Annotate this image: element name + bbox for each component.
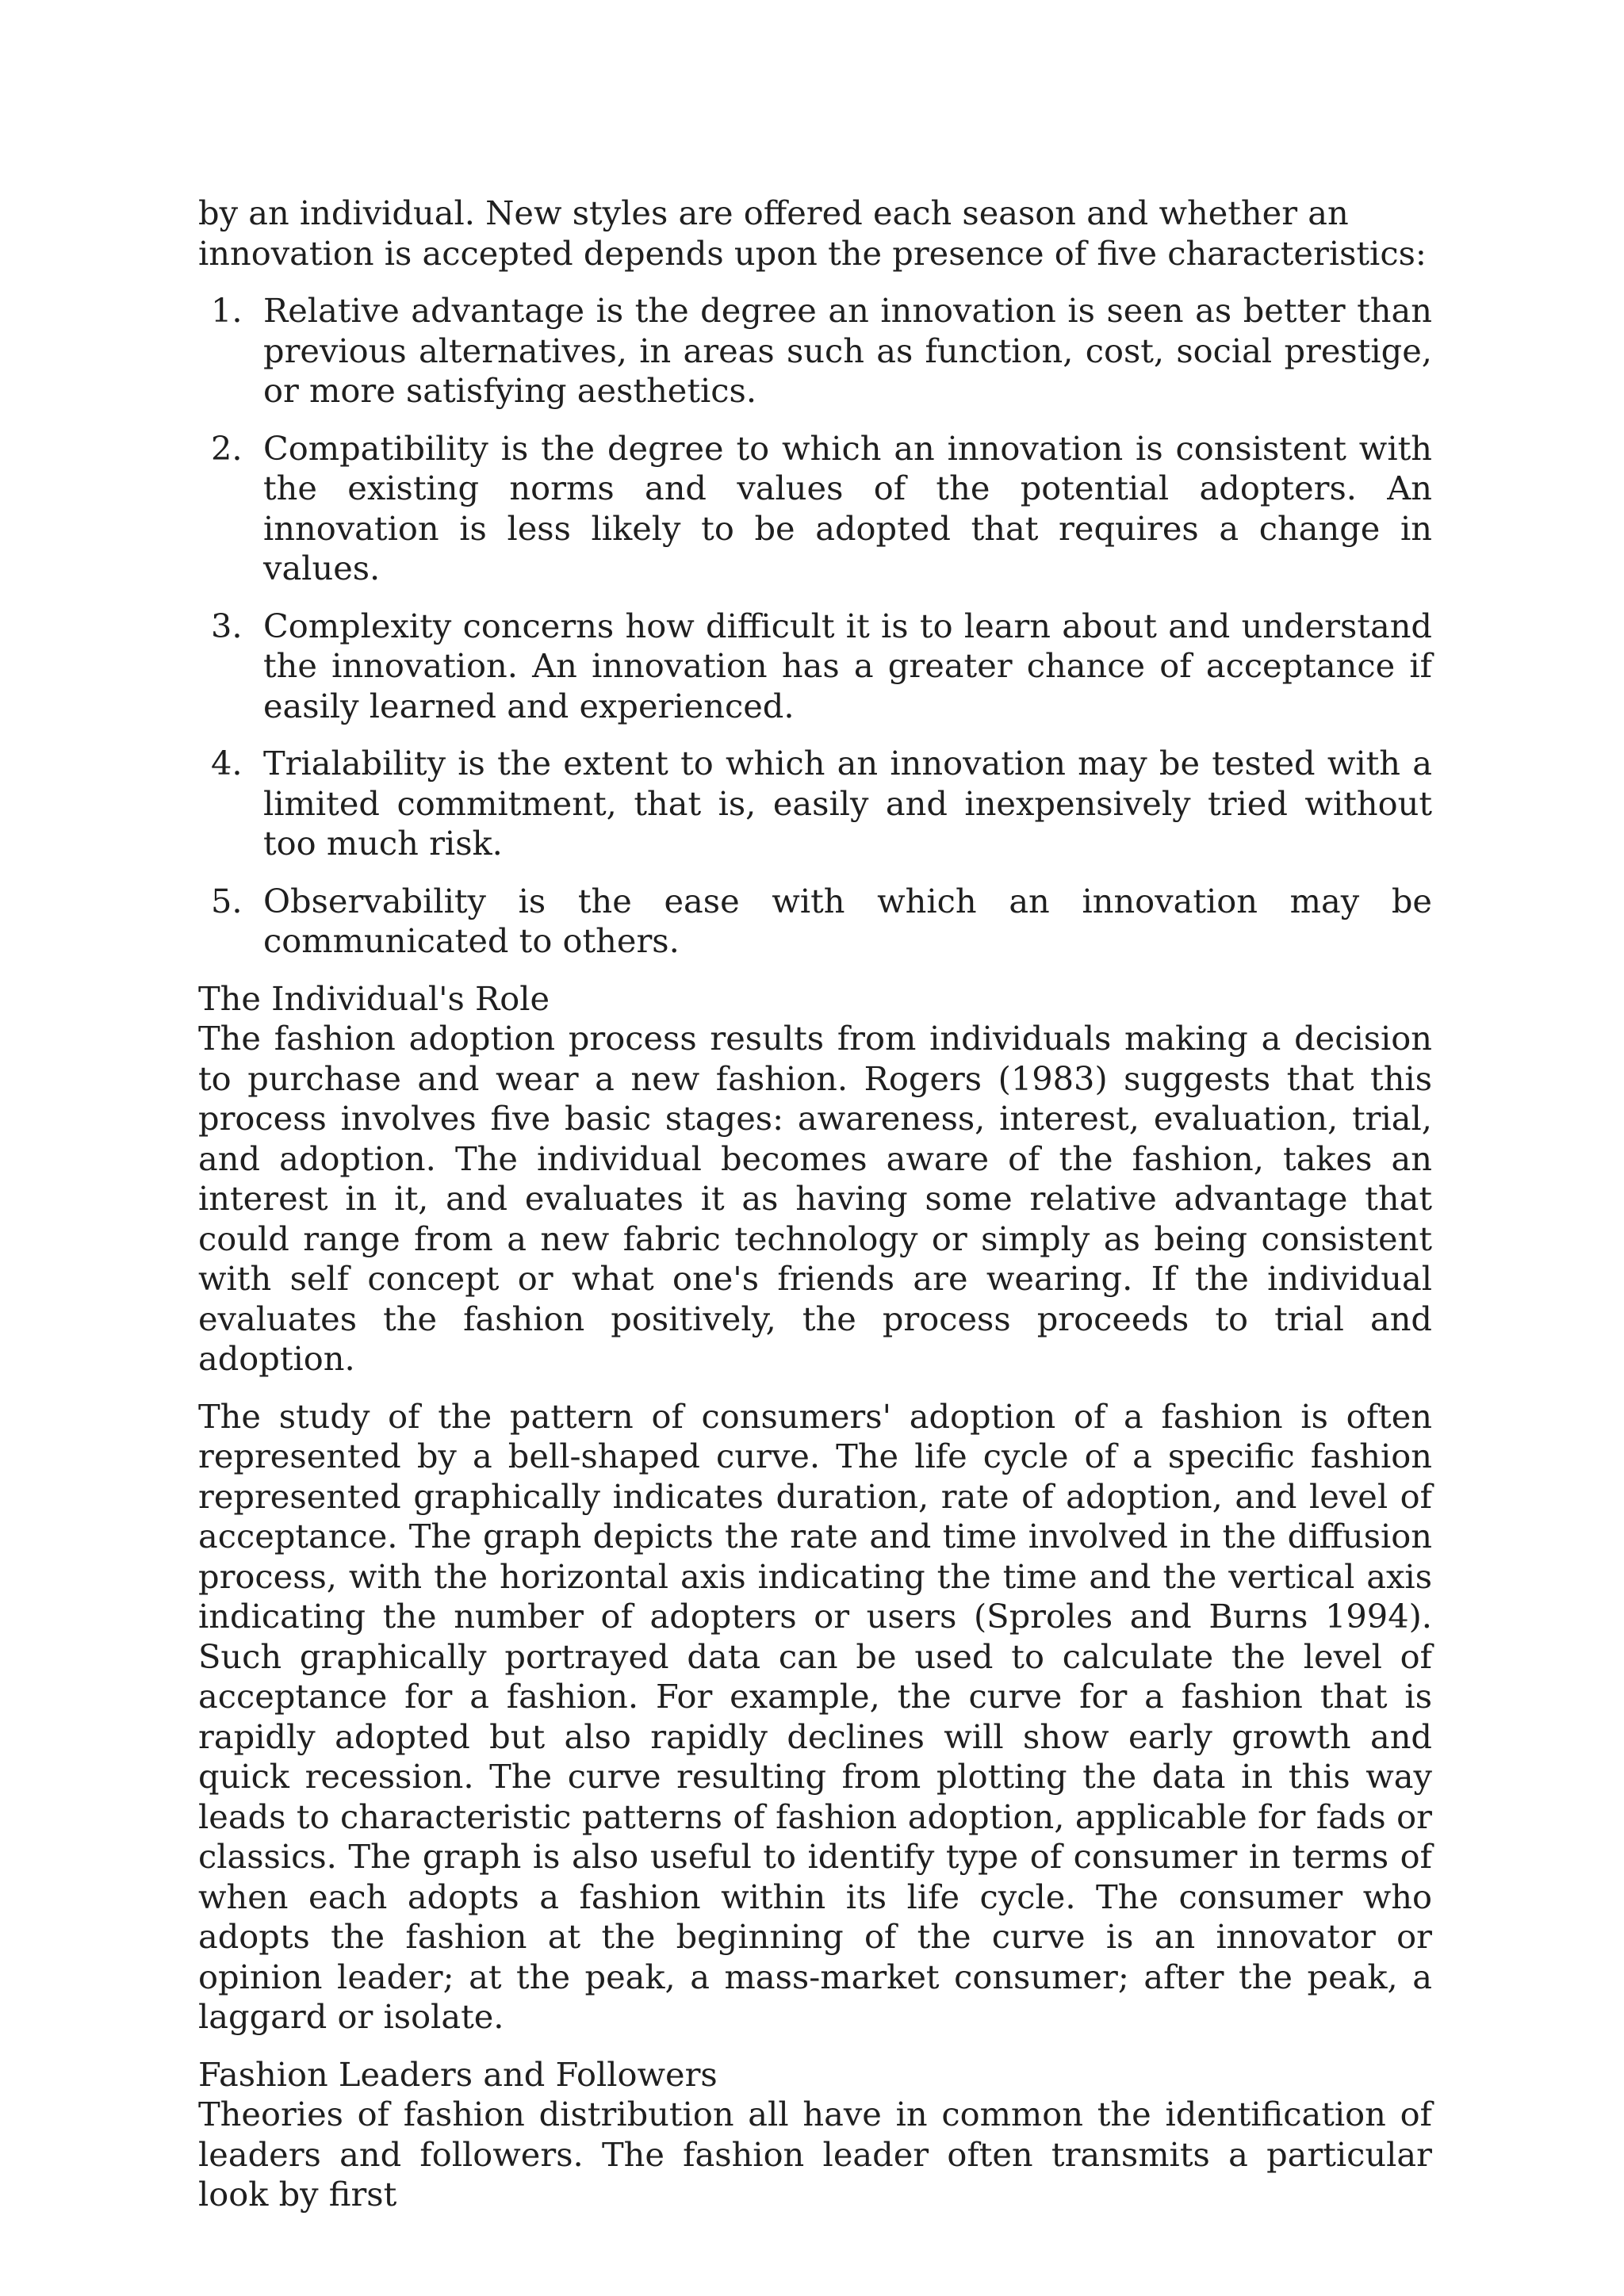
list-item-text: Trialability is the extent to which an innovation may be tested with a limited commitment, that is, easily and inexpensively tried without too much risk. [263, 744, 1432, 863]
list-item-number: 4. [211, 744, 243, 783]
list-item-text: Complexity concerns how difficult it is to learn about and understand the innovation. An innovation has a greater chance of acceptance if easily learned and experienced. [263, 606, 1432, 725]
leaders-followers-paragraph-1: Theories of fashion distribution all have in common the identification of leaders and followers. The fashion leader often transmits a particular look by first [198, 2095, 1432, 2214]
list-item [198, 429, 1432, 589]
list-item-number: 2. [211, 428, 243, 468]
document-page [198, 193, 1432, 2215]
section-heading-leaders-followers: Fashion Leaders and Followers [198, 2054, 718, 2094]
list-item-text: Observability is the ease with which an innovation may be communicated to others. [263, 881, 1432, 960]
list-item-number: 5. [211, 881, 243, 920]
individual-role-paragraph-1: The fashion adoption process results from individuals making a decision to purchase and wear a new fashion. Rogers (1983) suggests that this process involves five basic stages: awareness, interest, evaluation, trial, and adoption. The individual becomes aware of the fashion, takes an interest in it, and evaluates it as having some relative advantage that could range from a new fabric technology or simply as being consistent with self concept or what one's friends are wearing. If the individual evaluates the fashion positively, the process proceeds to trial and adoption. [198, 1019, 1432, 1378]
characteristics-list [198, 291, 1432, 962]
list-item [198, 607, 1432, 727]
intro-paragraph: by an individual. New styles are offered each season and whether an innovation is accepted depends upon the presence of five characteristics: [198, 193, 1427, 273]
individual-role-paragraph-2: The study of the pattern of consumers' adoption of a fashion is often represented by a bell-shaped curve. The life cycle of a specific fashion represented graphically indicates duration, rate of adoption, and level of acceptance. The graph depicts the rate and time involved in the diffusion process, with the horizontal axis indicating the time and the vertical axis indicating the number of adopters or users (Sproles and Burns 1994). Such graphically portrayed data can be used to calculate the level of acceptance for a fashion. For example, the curve for a fashion that is rapidly adopted but also rapidly declines will show early growth and quick recession. The curve resulting from plotting the data in this way leads to characteristic patterns of fashion adoption, applicable for fads or classics. The graph is also useful to identify type of consumer in terms of when each adopts a fashion within its life cycle. The consumer who adopts the fashion at the beginning of the curve is an innovator or opinion leader; at the peak, a mass-market consumer; after the peak, a laggard or isolate. [198, 1396, 1432, 2036]
list-item [198, 882, 1432, 962]
list-item-text: Relative advantage is the degree an innovation is seen as better than previous alternatives, in areas such as function, cost, social prestige, or more satisfying aesthetics. [263, 291, 1432, 410]
list-item-number: 3. [211, 606, 243, 645]
section-heading-individual-role: The Individual's Role [198, 978, 550, 1018]
list-item [198, 744, 1432, 864]
list-item-number: 1. [211, 291, 243, 330]
list-item [198, 291, 1432, 411]
list-item-text: Compatibility is the degree to which an innovation is consistent with the existing norms and values of the potential adopters. An innovation is less likely to be adopted that requires a change in values. [263, 428, 1432, 587]
